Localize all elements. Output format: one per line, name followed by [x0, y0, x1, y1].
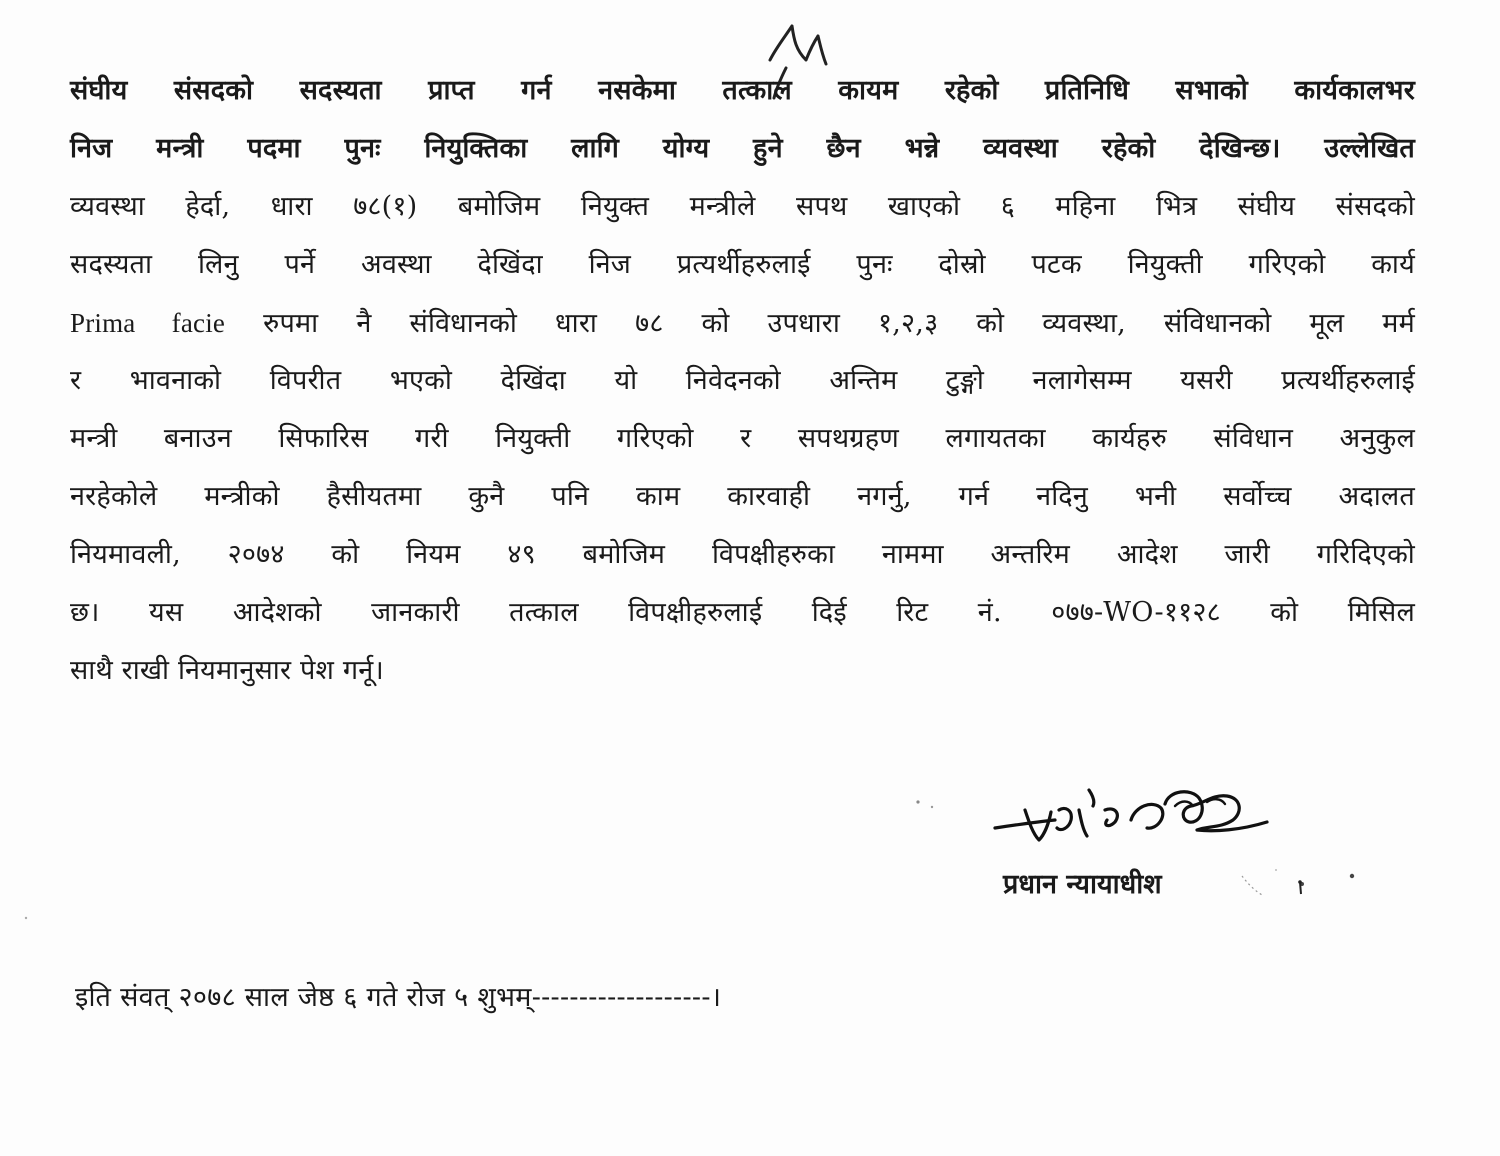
designation-chief-justice: प्रधान न्यायाधीश: [1003, 869, 1162, 900]
body-line-8: नरहेकोले मन्त्रीको हैसीयतमा कुनै पनि काम कारवाही नगर्नु, गर्न नदिनु भनी सर्वोच्च अदालत: [70, 481, 1415, 512]
body-line-2: [70, 126, 1415, 184]
body-line-1: संघीय संसदको सदस्यता प्राप्त गर्न नसकेमा तत्काल कायम रहेको प्रतिनिधि सभाको कार्यकालभर: [70, 75, 1415, 106]
body-line-5: [70, 300, 1415, 358]
body-line-9: नियमावली, २०७४ को नियम ४९ बमोजिम विपक्षीहरुका नाममा अन्तरिम आदेश जारी गरिदिएको: [70, 539, 1415, 570]
date-line: इति संवत् २०७८ साल जेष्ठ ६ गते रोज ५ शुभम्-------------------।: [75, 982, 722, 1013]
body-line-2-text: निज मन्त्री पदमा पुनः नियुक्तिका लागि योग्य हुने छैन भन्ने व्यवस्था रहेको देखिन्छ। उल्लेखित: [70, 133, 1415, 164]
prima-facie-phrase: Prima facie: [70, 308, 226, 338]
body-line-4: सदस्यता लिनु पर्ने अवस्था देखिंदा निज प्रत्यर्थीहरुलाई पुनः दोस्रो पटक नियुक्ती गरिएको कार्य: [70, 249, 1415, 280]
stamp-mark: [1240, 870, 1370, 900]
body-line-5-text: रुपमा नै संविधानको धारा ७८ को उपधारा १,२,३ को व्यवस्था, संविधानको मूल मर्म: [263, 308, 1415, 339]
order-body: [70, 68, 1415, 706]
handwritten-signature: [985, 770, 1285, 865]
body-line-7: मन्त्री बनाउन सिफारिस गरी नियुक्ती गरिएको र सपथग्रहण लगायतका कार्यहरु संविधान अनुकुल: [70, 423, 1415, 454]
body-line-6: र भावनाको विपरीत भएको देखिंदा यो निवेदनको अन्तिम टुङ्गो नलागेसम्म यसरी प्रत्यर्थीहरुलाई: [70, 365, 1415, 396]
body-line-11: साथै राखी नियमानुसार पेश गर्नू।: [70, 655, 384, 686]
body-line-3: व्यवस्था हेर्दा, धारा ७८(१) बमोजिम नियुक्त मन्त्रीले सपथ खाएको ६ महिना भित्र संघीय संसदको: [70, 191, 1415, 222]
body-line-10: छ। यस आदेशको जानकारी तत्काल विपक्षीहरुलाई दिई रिट नं. ०७७-WO-११२८ को मिसिल: [70, 597, 1415, 628]
